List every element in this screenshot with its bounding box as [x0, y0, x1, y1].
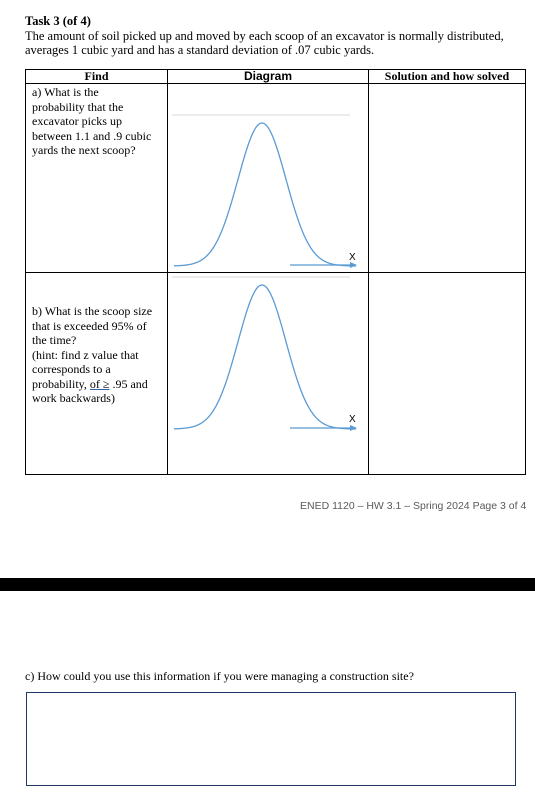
question-b-line: that is exceeded 95% of: [32, 318, 147, 333]
normal-curve-diagram-b: [168, 273, 368, 443]
task-title: Task 3 (of 4): [25, 14, 91, 28]
question-b-line: b) What is the scoop size: [32, 304, 153, 318]
problem-table: [25, 69, 526, 475]
normal-curve: [174, 123, 356, 266]
solution-b-cell[interactable]: [369, 273, 526, 475]
table-header-row: [26, 70, 526, 84]
question-a-line: a) What is the: [32, 85, 99, 99]
question-b-line: the time?: [32, 333, 77, 347]
prob-value: .95 and: [109, 376, 148, 391]
x-axis-label: X: [349, 252, 356, 263]
arrowhead-icon: [350, 425, 357, 431]
normal-curve-diagram-a: [168, 84, 368, 271]
table-row-b: [26, 273, 526, 475]
task-description: The amount of soil picked up and moved by each scoop of an excavator is normally distributed, averages 1 cubic yard and has a standard deviation of .07 cubic yards.: [25, 29, 504, 57]
header-find: Find: [26, 70, 168, 84]
question-a-line: probability that the: [32, 99, 124, 114]
prob-text: probability,: [32, 376, 90, 391]
question-a-line: excavator picks up: [32, 114, 122, 128]
question-b-line: (hint: find z value that: [32, 347, 139, 362]
question-b-line: work backwards): [32, 391, 115, 405]
header-solution: Solution and how solved: [369, 70, 526, 84]
x-axis-label: X: [349, 414, 356, 425]
question-a-cell: [26, 84, 168, 273]
question-b-line: [32, 377, 163, 392]
question-b-cell: [26, 273, 168, 475]
page-footer: ENED 1120 – HW 3.1 – Spring 2024 Page 3 of 4: [300, 500, 527, 512]
page-divider: [0, 578, 535, 591]
normal-curve: [174, 285, 356, 429]
prob-inequality: of ≥: [89, 376, 110, 391]
answer-c-box[interactable]: [26, 692, 516, 786]
diagram-a-cell: [168, 84, 369, 273]
question-b-line: corresponds to a: [32, 362, 111, 376]
question-c: c) How could you use this information if you were managing a construction site?: [25, 669, 414, 683]
solution-a-cell[interactable]: [369, 84, 526, 273]
question-a-line: yards the next scoop?: [32, 143, 136, 157]
header-diagram: Diagram: [168, 70, 369, 84]
table-row-a: [26, 84, 526, 273]
question-a-line: between 1.1 and .9 cubic: [32, 128, 152, 143]
diagram-b-cell: [168, 273, 369, 475]
